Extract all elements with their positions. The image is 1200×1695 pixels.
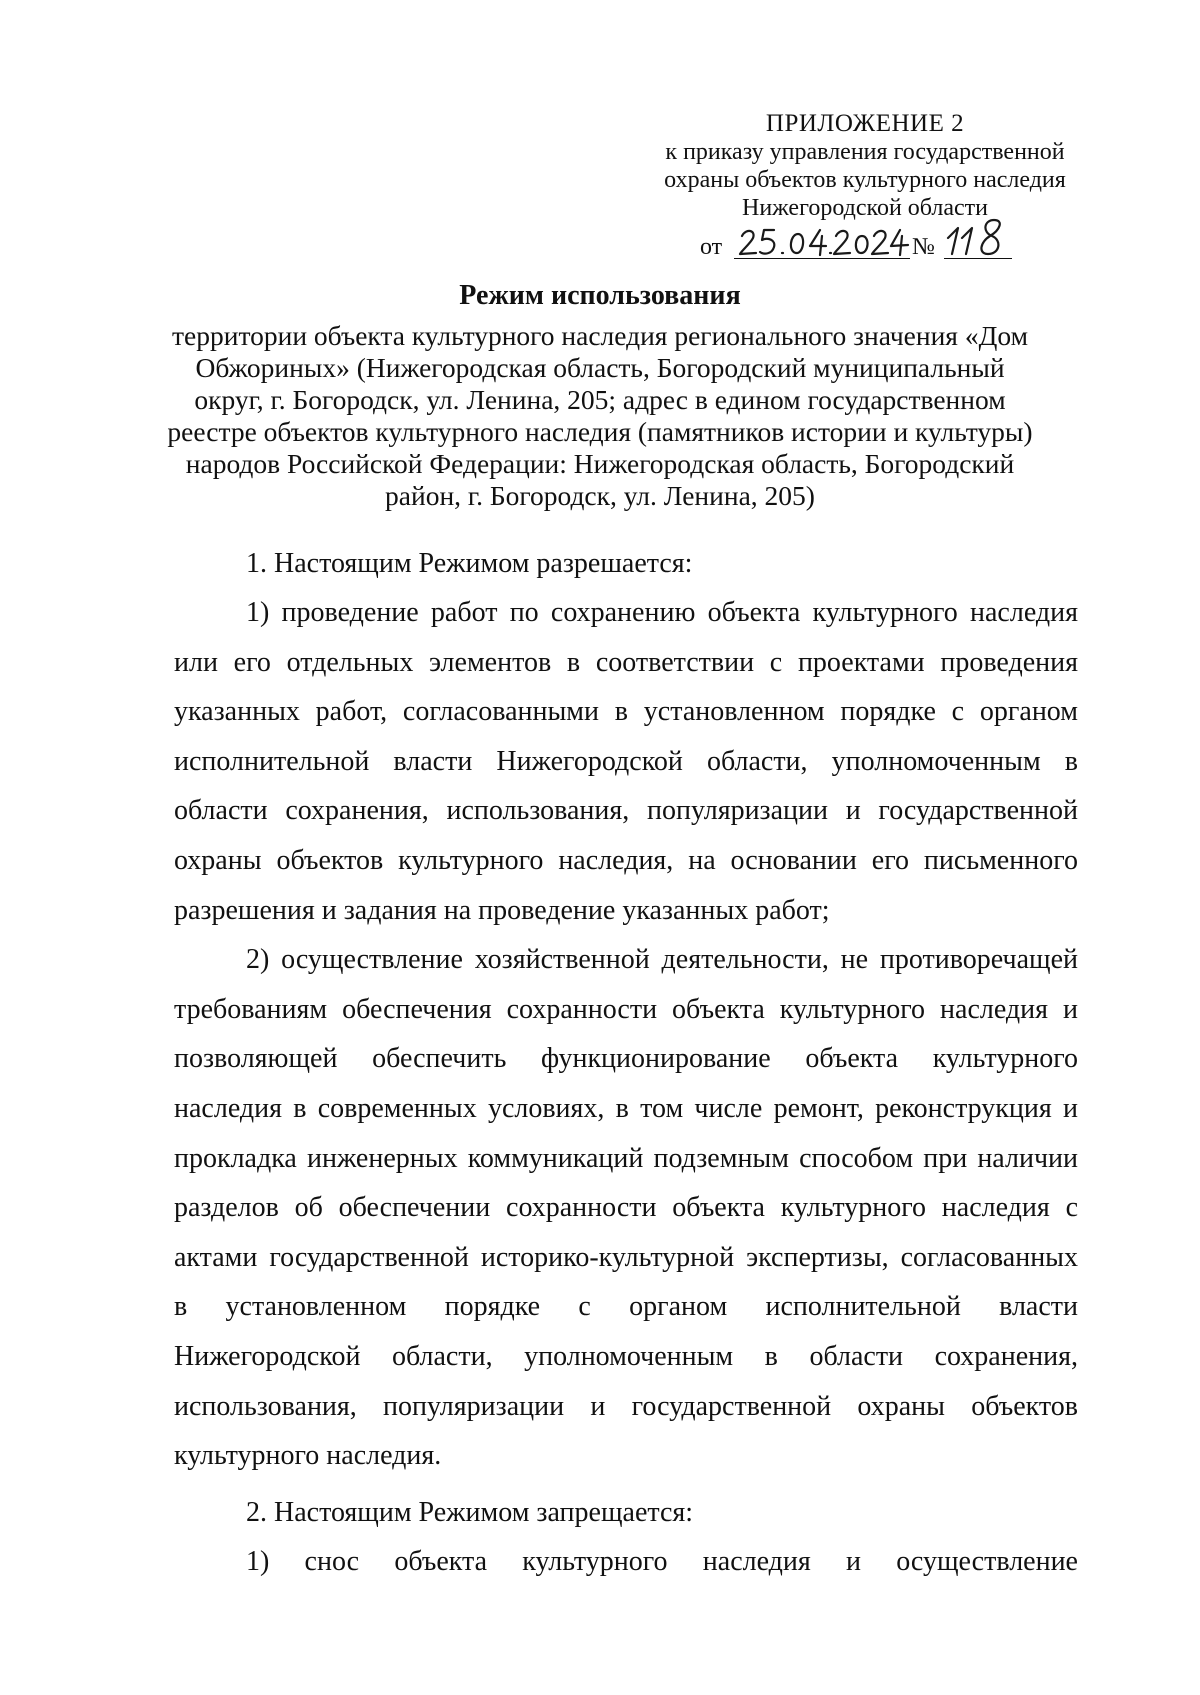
appendix-header: [630, 110, 1100, 222]
document-title-block: [160, 278, 1040, 512]
appendix-title: ПРИЛОЖЕНИЕ 2: [765, 110, 965, 137]
appendix-line-2: охраны объектов культурного наследия: [664, 167, 1066, 193]
handwritten-number: [944, 216, 1012, 259]
date-prefix: от: [700, 234, 723, 260]
section-1-item-1: 1) проведение работ по сохранению объекта культурного наследия или его отдельных элементов в соответствии с проектами проведения указанных работ, согласованными в установленном порядке с органом исполнительной власти Нижегородской области, уполномоченным в области сохранения, использования, популяризации и государственной охраны объектов культурного наследия, на основании его письменного разрешения и задания на проведение указанных работ;: [174, 597, 1078, 926]
document-body: [174, 540, 1078, 1586]
order-date-number-line: [700, 228, 1020, 262]
section-1-heading: 1. Настоящим Режимом разрешается:: [246, 548, 693, 579]
section-2-heading: 2. Настоящим Режимом запрещается:: [246, 1496, 694, 1528]
handwritten-date: [734, 224, 910, 259]
section-1-item-2: 2) осуществление хозяйственной деятельности, не противоречащей требованиям обеспечения сохранности объекта культурного наследия и позволяющей обеспечить функционирование объекта культурного наследия в современных условиях, в том числе ремонт, реконструкция и прокладка инженерных коммуникаций подземным способом при наличии разделов об обеспечении сохранности объекта культурного наследия с актами государственной историко-культурной экспертизы, согласованных в установленном порядке с органом исполнительной власти Нижегородской области, уполномоченным в области сохранения, использования, популяризации и государственной охраны объектов культурного наследия.: [174, 944, 1078, 1472]
document-subtitle: территории объекта культурного наследия регионального значения «Дом Обжориных» (Нижегородская область, Богородский муниципальный округ, г. Богородск, ул. Ленина, 205; адрес в едином государственном реестре объектов культурного наследия (памятников истории и культуры) народов Российской Федерации: Нижегородская область, Богородский район, г. Богородск, ул. Ленина, 205): [167, 320, 1033, 511]
appendix-line-1: к приказу управления государственной: [665, 139, 1065, 165]
section-2-item-1: 1) снос объекта культурного наследия и осуществление: [246, 1545, 1078, 1577]
appendix-line-3: Нижегородской области: [741, 195, 989, 221]
document-title: Режим использования: [459, 280, 741, 311]
number-sign: №: [912, 234, 935, 260]
